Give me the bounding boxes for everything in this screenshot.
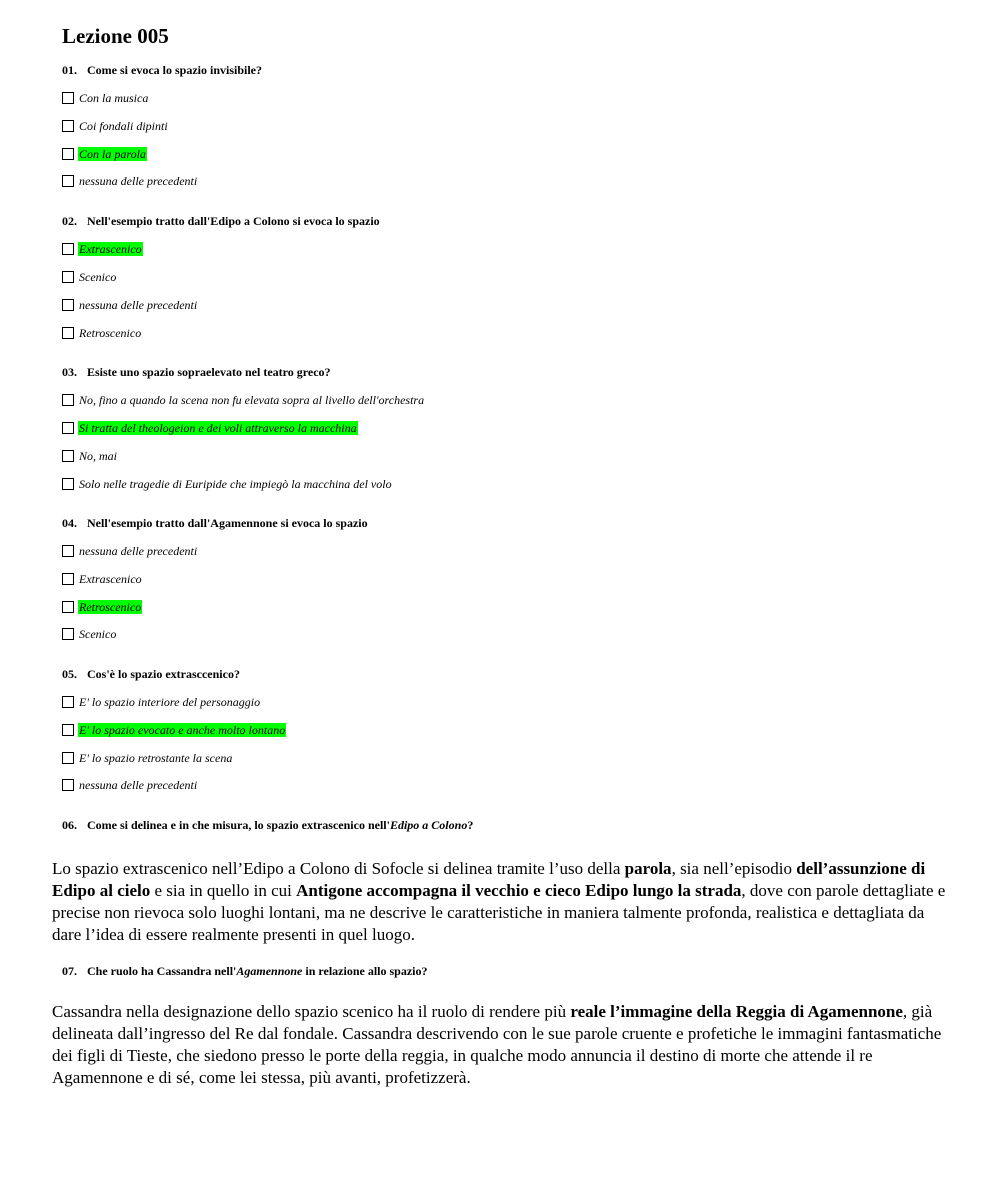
question-text: Nell'esempio tratto dall'Edipo a Colono si evoca lo spazio	[87, 214, 380, 228]
option-03-c[interactable]	[62, 448, 118, 464]
question-text: Come si delinea e in che misura, lo spazio extrascenico nell'	[87, 818, 390, 832]
option-01-d[interactable]	[62, 173, 198, 189]
question-05	[62, 667, 240, 682]
answer-bold: Antigone accompagna il vecchio e cieco Edipo lungo la strada	[296, 881, 742, 900]
option-label: No, mai	[79, 449, 118, 463]
option-05-a[interactable]	[62, 694, 261, 710]
option-label: nessuna delle precedenti	[79, 544, 198, 558]
checkbox[interactable]	[62, 450, 74, 462]
checkbox[interactable]	[62, 601, 74, 613]
answer-bold: parola	[624, 859, 672, 878]
checkbox[interactable]	[62, 422, 74, 434]
option-02-d[interactable]	[62, 325, 142, 341]
question-02	[62, 214, 380, 229]
question-text: Che ruolo ha Cassandra nell'	[87, 964, 237, 978]
option-04-d[interactable]	[62, 626, 117, 642]
option-01-b[interactable]	[62, 118, 169, 134]
option-03-a[interactable]	[62, 392, 425, 408]
option-label-correct: Retroscenico	[79, 600, 142, 614]
question-number: 02.	[62, 214, 77, 228]
option-label: nessuna delle precedenti	[79, 174, 198, 188]
answer-07	[52, 1001, 952, 1089]
question-text-end: in relazione allo spazio?	[302, 964, 428, 978]
page-title: Lezione 005	[62, 24, 169, 48]
question-text-italic: Agamennone	[236, 964, 303, 978]
option-label: Solo nelle tragedie di Euripide che impiegò la macchina del volo	[79, 477, 392, 491]
option-05-c[interactable]	[62, 750, 233, 766]
option-label: nessuna delle precedenti	[79, 778, 198, 792]
option-label: E' lo spazio retrostante la scena	[79, 751, 233, 765]
answer-text: , sia nell’episodio	[671, 859, 797, 878]
option-03-d[interactable]	[62, 476, 393, 492]
question-number: 07.	[62, 964, 77, 978]
option-label: Scenico	[79, 270, 117, 284]
question-text: Come si evoca lo spazio invisibile?	[87, 63, 262, 77]
answer-06	[52, 858, 952, 946]
option-label: No, fino a quando la scena non fu elevata sopra al livello dell'orchestra	[79, 393, 425, 407]
option-01-c[interactable]	[62, 146, 147, 162]
option-label: Extrascenico	[79, 572, 142, 586]
option-05-d[interactable]	[62, 777, 198, 793]
option-label-correct: Extrascenico	[79, 242, 142, 256]
option-label: nessuna delle precedenti	[79, 298, 198, 312]
answer-bold: dell’assunzione di Edipo al cielo	[52, 859, 926, 900]
question-text: Cos'è lo spazio extrasccenico?	[87, 667, 240, 681]
answer-text: e sia in quello in cui	[150, 881, 297, 900]
option-label-correct: Si tratta del theologeion e dei voli attraverso la macchina	[79, 421, 357, 435]
option-04-b[interactable]	[62, 571, 143, 587]
checkbox[interactable]	[62, 271, 74, 283]
option-label-correct: Con la parola	[79, 147, 146, 161]
option-02-b[interactable]	[62, 269, 117, 285]
option-04-c[interactable]	[62, 599, 142, 615]
checkbox[interactable]	[62, 243, 74, 255]
option-04-a[interactable]	[62, 543, 198, 559]
checkbox[interactable]	[62, 299, 74, 311]
option-03-b[interactable]	[62, 420, 358, 436]
checkbox[interactable]	[62, 628, 74, 640]
question-03	[62, 365, 331, 380]
question-text: Esiste uno spazio sopraelevato nel teatro greco?	[87, 365, 331, 379]
question-number: 05.	[62, 667, 77, 681]
checkbox[interactable]	[62, 724, 74, 736]
answer-bold: reale l’immagine della Reggia di Agamennone	[570, 1002, 903, 1021]
question-text: Nell'esempio tratto dall'Agamennone si evoca lo spazio	[87, 516, 368, 530]
checkbox[interactable]	[62, 92, 74, 104]
answer-text: Lo spazio extrascenico nell’Edipo a Colono di Sofocle si delinea tramite l’uso della	[52, 859, 625, 878]
question-text-italic: Edipo a Colono	[389, 818, 468, 832]
checkbox[interactable]	[62, 175, 74, 187]
answer-text: Cassandra nella designazione dello spazio scenico ha il ruolo di rendere più	[52, 1002, 571, 1021]
checkbox[interactable]	[62, 779, 74, 791]
question-04	[62, 516, 368, 531]
option-label: Coi fondali dipinti	[79, 119, 168, 133]
checkbox[interactable]	[62, 573, 74, 585]
option-label: E' lo spazio interiore del personaggio	[79, 695, 261, 709]
question-number: 06.	[62, 818, 77, 832]
checkbox[interactable]	[62, 752, 74, 764]
option-label: Scenico	[79, 627, 117, 641]
checkbox[interactable]	[62, 120, 74, 132]
question-number: 01.	[62, 63, 77, 77]
checkbox[interactable]	[62, 394, 74, 406]
checkbox[interactable]	[62, 478, 74, 490]
option-02-a[interactable]	[62, 241, 143, 257]
question-01	[62, 63, 262, 78]
answer-text: , già delineata dall’ingresso del Re dal fondale. Cassandra descrivendo con le sue parole cruente e profetiche le immagini fantasmatiche dei figli di Tieste, che siedono presso le porte della reggia, in qualche modo annuncia il destino di morte che attende il re Agamennone e di sé, come lei stessa, più avanti, profetizzerà.	[52, 1002, 942, 1087]
question-06	[62, 818, 473, 833]
question-text-end: ?	[467, 818, 474, 832]
checkbox[interactable]	[62, 327, 74, 339]
question-07	[62, 964, 427, 979]
question-number: 03.	[62, 365, 77, 379]
option-01-a[interactable]	[62, 90, 149, 106]
checkbox[interactable]	[62, 545, 74, 557]
checkbox[interactable]	[62, 696, 74, 708]
option-05-b[interactable]	[62, 722, 286, 738]
option-label: Con la musica	[79, 91, 149, 105]
option-label-correct: E' lo spazio evocato e anche molto lontano	[79, 723, 286, 737]
checkbox[interactable]	[62, 148, 74, 160]
answer-text: , dove con parole dettagliate e precise non rievoca solo luoghi lontani, ma ne descrive le caratteristiche in maniera talmente profonda, realistica e dettagliata da dare l’idea di essere realmente presenti in quel luogo.	[52, 881, 946, 944]
option-label: Retroscenico	[79, 326, 142, 340]
question-number: 04.	[62, 516, 77, 530]
option-02-c[interactable]	[62, 297, 198, 313]
